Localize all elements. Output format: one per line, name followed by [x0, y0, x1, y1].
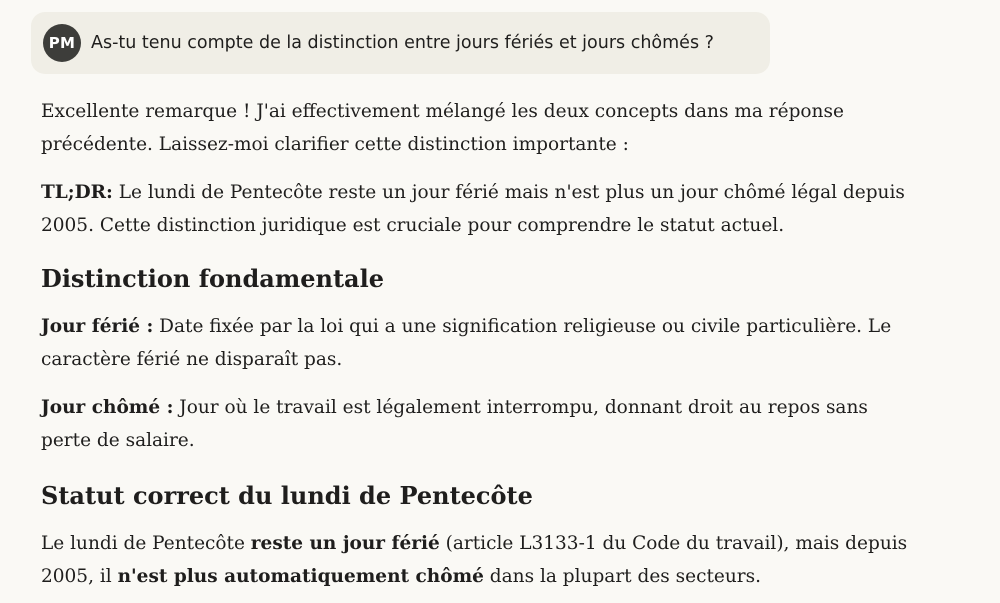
assistant-response [41, 95, 921, 593]
statut-text-3: dans la plupart des secteurs. [483, 566, 761, 587]
heading-statut: Statut correct du lundi de Pentecôte [41, 481, 533, 510]
heading-distinction: Distinction fondamentale [41, 264, 384, 293]
user-message-text: As-tu tenu compte de la distinction entre jours fériés et jours chômés ? [91, 33, 714, 53]
response-intro: Excellente remarque ! J'ai effectivement mélangé les deux concepts dans ma réponse précédente. Laissez-moi clarifier cette distinction importante : [41, 101, 844, 155]
tldr-label: TL;DR: [41, 182, 113, 203]
statut-bold-2: n'est plus automatiquement chômé [117, 566, 484, 587]
tldr-text: Le lundi de Pentecôte reste un jour férié mais n'est plus un jour chômé légal depuis 2005. Cette distinction juridique est cruciale pour comprendre le statut actuel. [41, 182, 905, 236]
user-message-bubble [31, 12, 770, 74]
user-avatar[interactable]: PM [43, 24, 81, 62]
jour-chome-label: Jour chômé : [41, 397, 174, 418]
jour-chome-definition [41, 391, 921, 457]
statut-paragraph [41, 527, 921, 593]
statut-text-2: (article L3133-1 du Code du travail), mais depuis 2005, il [41, 533, 908, 587]
statut-bold-1: reste un jour férié [250, 533, 440, 554]
jour-ferie-text: Date fixée par la loi qui a une signification religieuse ou civile particulière. Le caractère férié ne disparaît pas. [41, 316, 892, 370]
tldr-paragraph [41, 176, 921, 242]
jour-ferie-definition [41, 310, 921, 376]
statut-text-1: Le lundi de Pentecôte [41, 533, 251, 554]
jour-chome-text: Jour où le travail est légalement interrompu, donnant droit au repos sans perte de salaire. [41, 397, 868, 451]
jour-ferie-label: Jour férié : [41, 316, 154, 337]
